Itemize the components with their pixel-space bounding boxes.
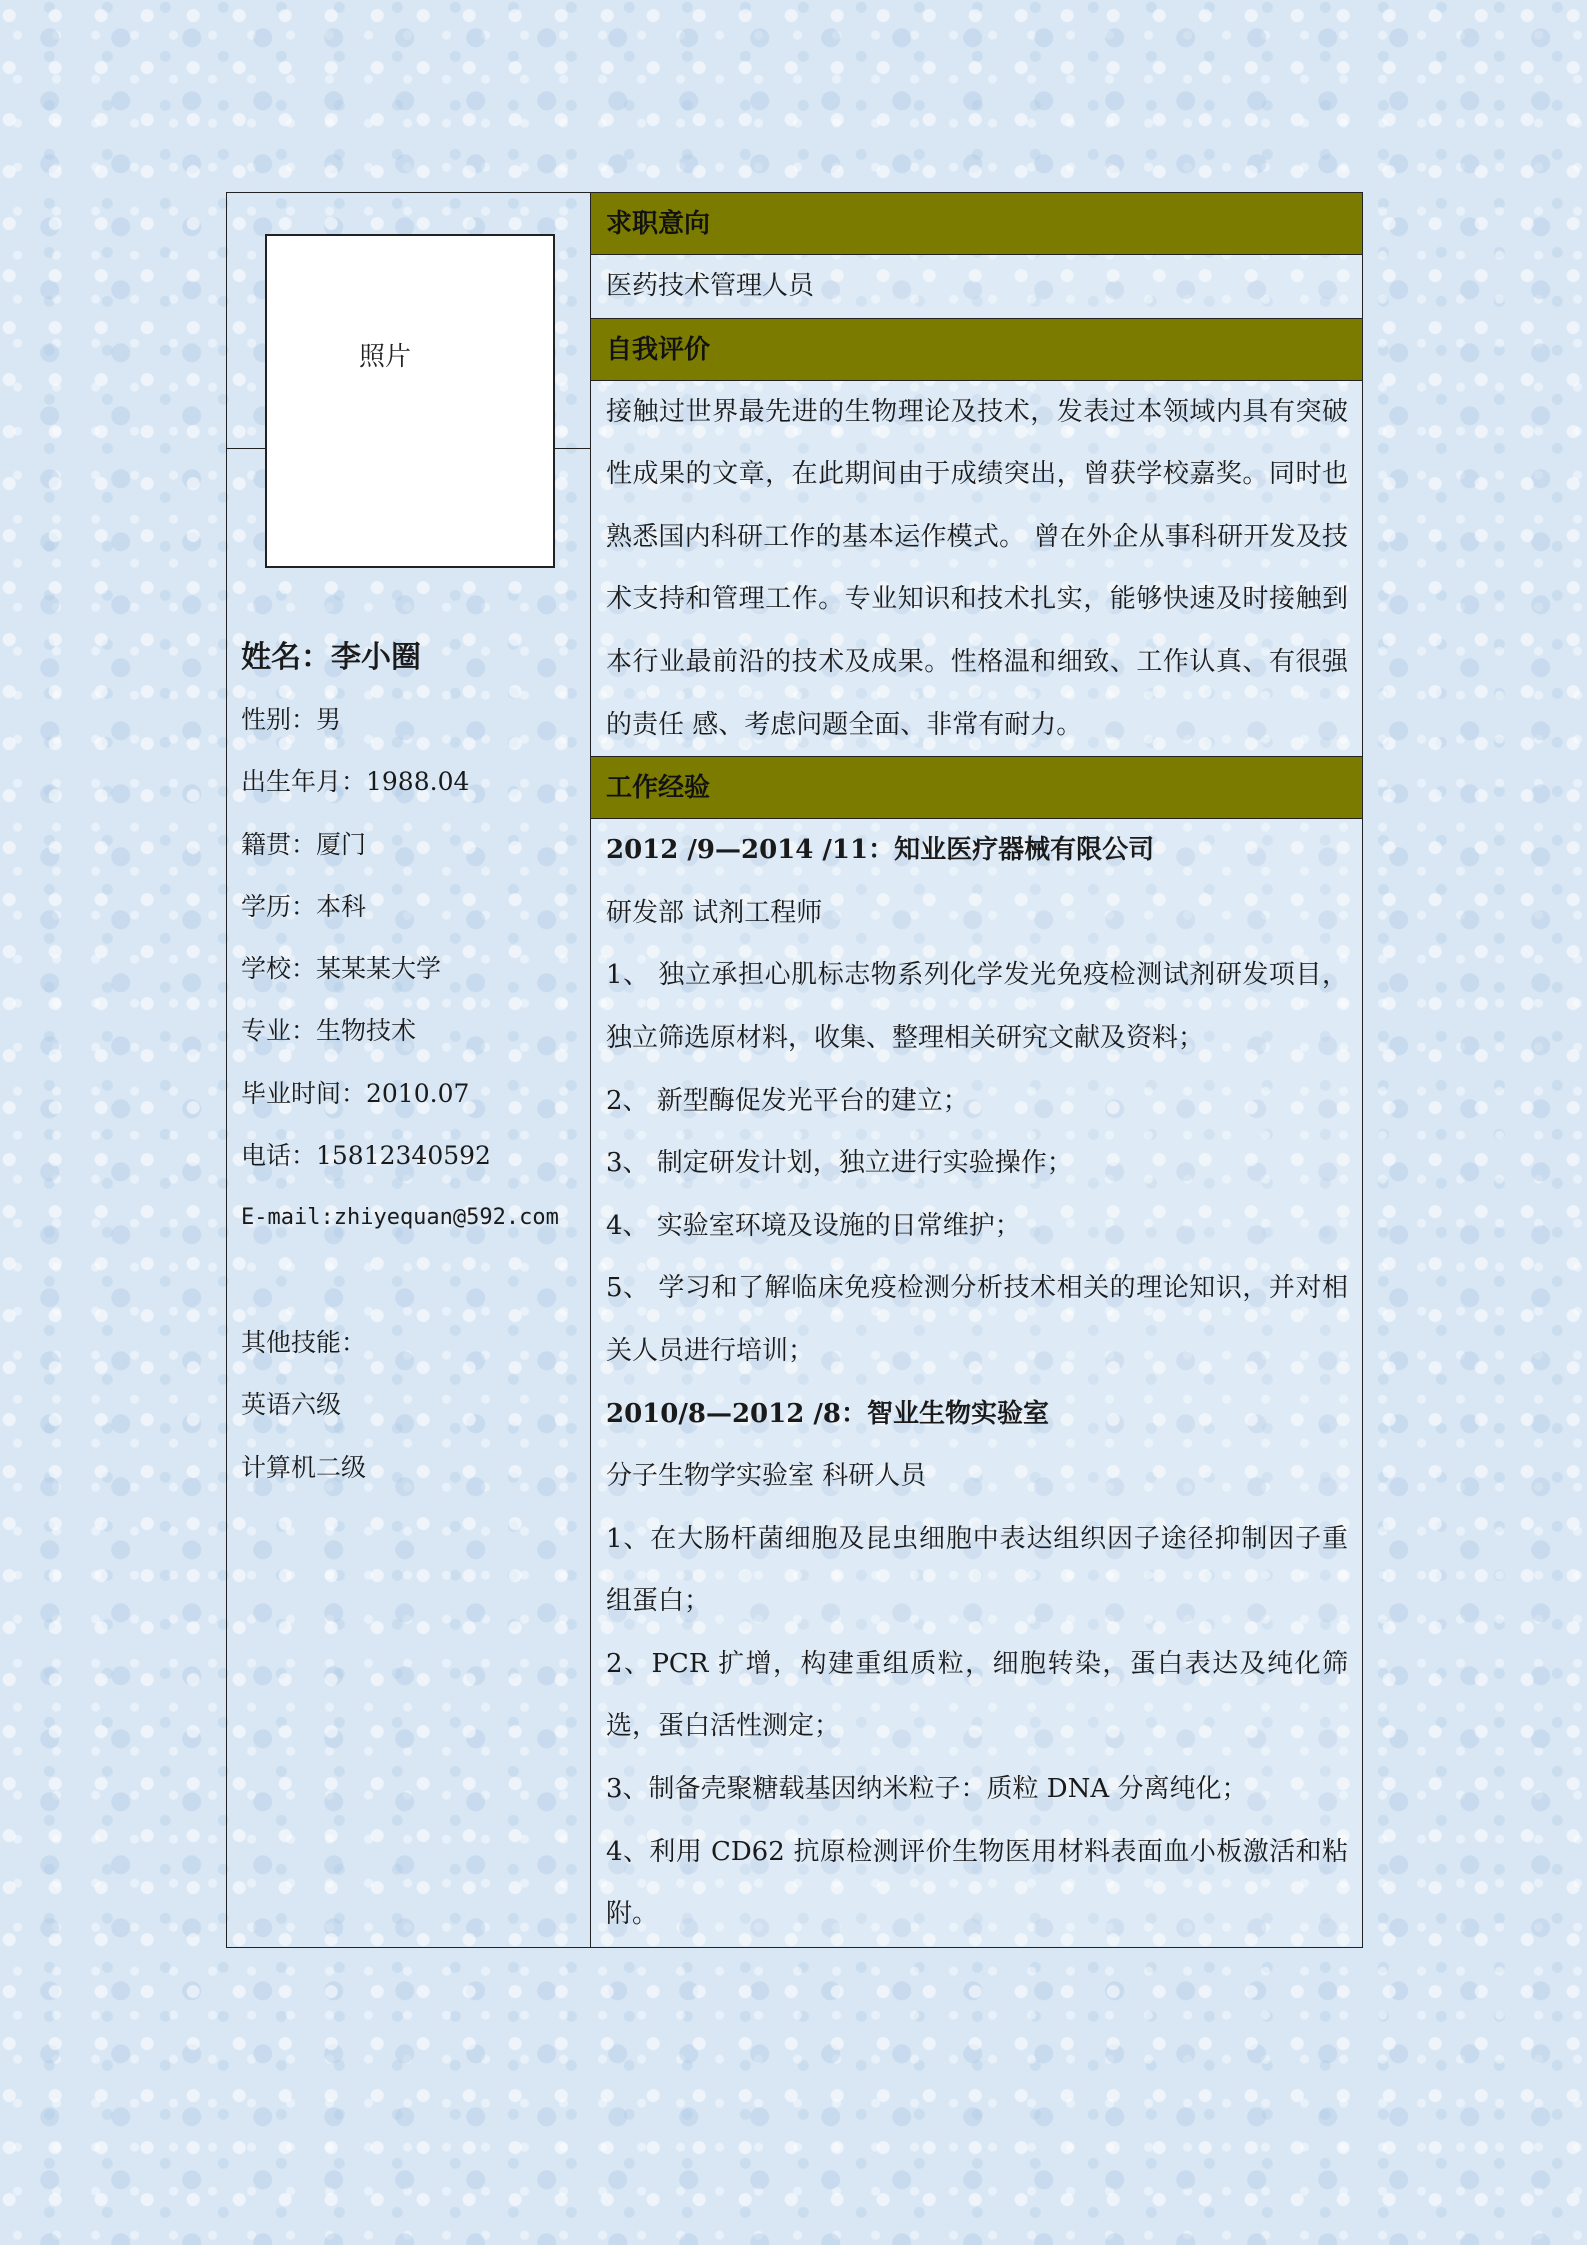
photo-label: 照片 [359,342,412,372]
profile-phone: 电话：15812340592 [241,1141,491,1171]
skill-item: 英语六级 [241,1390,342,1420]
self-eval-body: 接触过世界最先进的生物理论及技术，发表过本领域内具有突破性成果的文章，在此期间由于成绩突出，曾获学校嘉奖。同时也熟悉国内科研工作的基本运作模式。 曾在外企从事科研开发及技术支持和管理工作。专业知识和技术扎实，能够快速及时接触到本行业最前沿的技术及成果。性格温和细致、工作认真、有很强的责任 感、考虑问题全面、非常有耐力。 [591,381,1362,758]
job-role: 分子生物学实验室 科研人员 [606,1461,927,1492]
experience-body [591,819,1362,1946]
job-item: 3、制备壳聚糖载基因纳米粒子：质粒 DNA 分离纯化； [606,1774,1248,1805]
job-role: 研发部 试剂工程师 [606,897,823,928]
job-period: 2010/8—2012 /8：智业生物实验室 [606,1398,1049,1429]
profile-column [227,193,591,1947]
self-eval-header: 自我评价 [591,319,1362,381]
objective-header: 求职意向 [591,193,1362,255]
profile-graduation: 毕业时间：2010.07 [241,1078,470,1108]
profile-major: 专业：生物技术 [241,1016,417,1046]
job-item: 4、利用 CD62 抗原检测评价生物医用材料表面血小板激活和粘附。 [606,1836,1348,1930]
skill-item: 计算机二级 [241,1452,367,1482]
profile-name: 姓名：李小圈 [241,640,421,675]
profile-email[interactable]: E-mail:zhiyequan@592.com [241,1205,559,1231]
job-item: 1、在大肠杆菌细胞及昆虫细胞中表达组织因子途径抑制因子重组蛋白； [606,1523,1348,1617]
profile-hometown: 籍贯：厦门 [241,829,367,859]
job-period: 2012 /9—2014 /11：知业医疗器械有限公司 [606,835,1155,866]
job-item: 5、 学习和了解临床免疫检测分析技术相关的理论知识，并对相关人员进行培训； [606,1273,1348,1366]
experience-header: 工作经验 [591,757,1362,819]
job-item: 4、 实验室环境及设施的日常维护； [606,1210,1021,1241]
spacer [241,1261,586,1323]
objective-value: 医药技术管理人员 [606,271,815,301]
profile-education: 学历：本科 [241,891,367,921]
job-item: 3、 制定研发计划，独立进行实验操作； [606,1148,1073,1179]
job-item: 2、 新型酶促发光平台的建立； [606,1085,969,1116]
resume-table [226,192,1363,1948]
profile-gender: 性别：男 [241,705,342,734]
profile-school: 学校：某某某大学 [241,954,442,984]
objective-body [591,255,1362,319]
skills-title: 其他技能： [241,1327,367,1357]
job-item: 1、 独立承担心肌标志物系列化学发光免疫检测试剂研发项目，独立筛选原材料，收集、整理相关研究文献及资料； [606,960,1348,1053]
content-column [591,193,1362,1947]
profile-birth: 出生年月：1988.04 [241,767,470,797]
job-item: 2、PCR 扩增，构建重组质粒，细胞转染，蛋白表达及纯化筛选，蛋白活性测定； [606,1648,1348,1742]
photo-placeholder[interactable] [265,234,555,568]
profile-info [241,638,586,1510]
